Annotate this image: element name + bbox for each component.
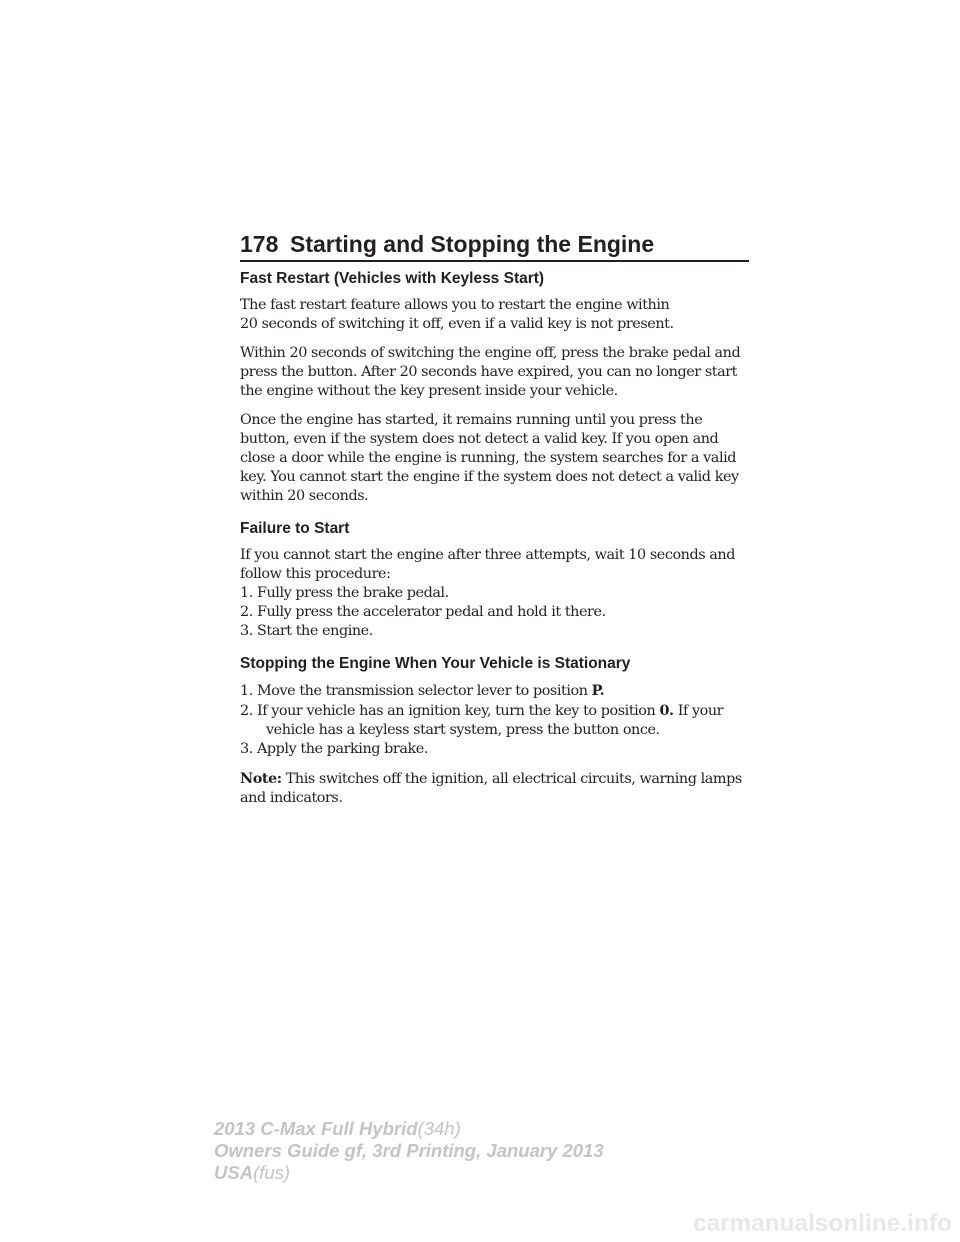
text-line: Once the engine has started, it remains running until you press the (240, 412, 703, 428)
footer-code: (fus) (253, 1162, 291, 1183)
list-item (240, 681, 752, 701)
fast-restart-heading: Fast Restart (Vehicles with Keyless Start) (240, 270, 545, 287)
watermark: carmanualsonline.info (693, 1210, 952, 1237)
text-line: button, even if the system does not detect a valid key. If you open and (240, 431, 719, 447)
fast-restart-paragraph-2 (240, 344, 752, 401)
list-item: 2. Fully press the accelerator pedal and hold it there. (240, 604, 606, 620)
footer-line (214, 1118, 604, 1140)
step-text: If your (673, 703, 724, 719)
section-title: Starting and Stopping the Engine (290, 231, 655, 257)
note-paragraph (240, 769, 752, 808)
footer-market: USA (214, 1162, 254, 1183)
text-line: close a door while the engine is running, the system searches for a valid (240, 450, 737, 466)
fast-restart-paragraph-1 (240, 296, 752, 334)
list-item: 3. Start the engine. (240, 623, 373, 639)
note-text: This switches off the ignition, all electrical circuits, warning lamps (281, 771, 742, 787)
text-line: If you cannot start the engine after three attempts, wait 10 seconds and (240, 547, 736, 563)
position-label: 0. (659, 702, 674, 719)
note-label: Note: (240, 770, 282, 787)
step-text: 2. If your vehicle has an ignition key, turn the key to position (240, 703, 660, 719)
list-item-continuation: vehicle has a keyless start system, press the button once. (266, 722, 660, 738)
fast-restart-paragraph-3 (240, 411, 752, 506)
step-text: 1. Move the transmission selector lever to position (240, 683, 592, 699)
footer-model: 2013 C-Max Full Hybrid (214, 1118, 418, 1139)
list-item: 1. Fully press the brake pedal. (240, 585, 449, 601)
stopping-engine-heading: Stopping the Engine When Your Vehicle is Stationary (240, 655, 631, 672)
text-line: key. You cannot start the engine if the system does not detect a valid key (240, 469, 739, 485)
footer-line: Owners Guide gf, 3rd Printing, January 2013 (214, 1140, 604, 1161)
footer-line (214, 1162, 604, 1184)
text-line: 20 seconds of switching it off, even if a valid key is not present. (240, 316, 674, 332)
failure-to-start-procedure (240, 546, 752, 641)
text-line: the engine without the key present inside your vehicle. (240, 383, 618, 399)
text-line: The fast restart feature allows you to restart the engine within (240, 297, 670, 313)
position-label: P. (591, 682, 605, 699)
list-item: 3. Apply the parking brake. (240, 741, 428, 757)
text-line: and indicators. (240, 790, 343, 806)
page-content (240, 269, 752, 818)
text-line: within 20 seconds. (240, 488, 369, 504)
footer-code: (34h) (417, 1118, 461, 1139)
text-line (240, 769, 752, 789)
text-line: Within 20 seconds of switching the engine off, press the brake pedal and (240, 345, 741, 361)
text-line: follow this procedure: (240, 566, 391, 582)
text-line: press the button. After 20 seconds have expired, you can no longer start (240, 364, 738, 380)
page-number: 178 (240, 231, 279, 257)
page-header (240, 230, 749, 262)
failure-to-start-heading: Failure to Start (240, 520, 350, 537)
page-footer (214, 1118, 604, 1184)
stopping-engine-steps (240, 681, 752, 759)
list-item (240, 701, 752, 721)
